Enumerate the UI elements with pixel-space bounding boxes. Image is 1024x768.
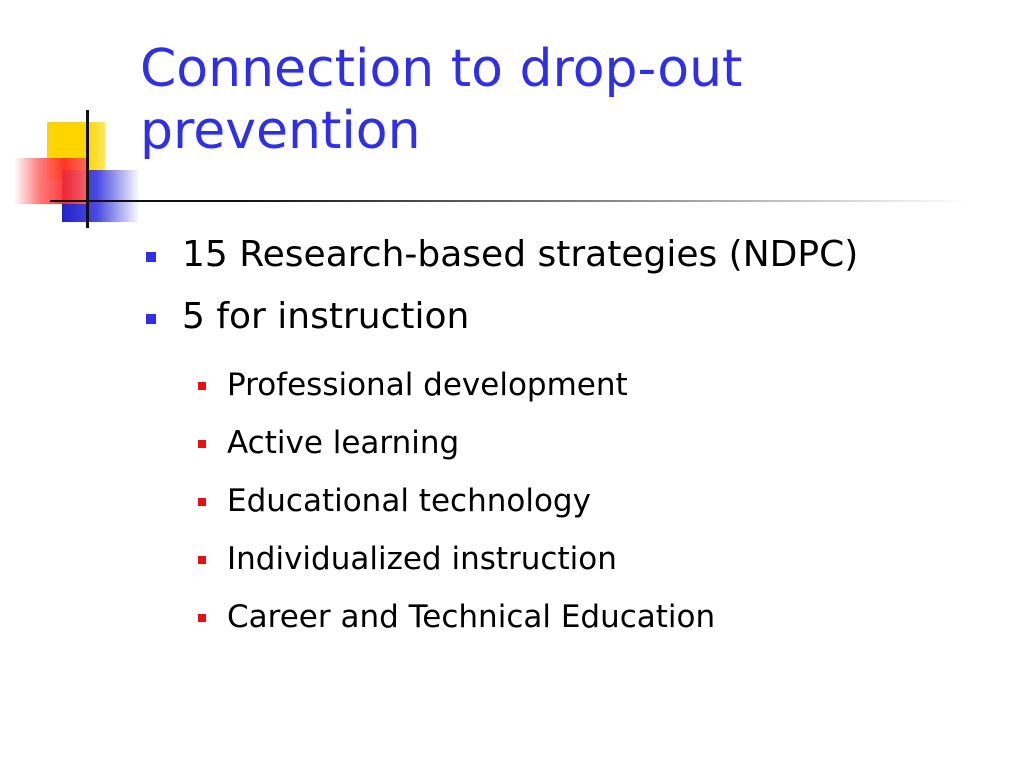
- sub-bullet-list: [146, 364, 1006, 654]
- sub-bullet-text: Individualized instruction: [227, 541, 617, 577]
- title-line-2: prevention: [140, 101, 421, 161]
- red-square-bullet-icon: [198, 556, 206, 564]
- blue-square-bullet-icon: [146, 314, 156, 324]
- sub-bullet-item-career-technical-education: [198, 596, 1006, 638]
- corner-logo-decoration: [0, 0, 150, 240]
- bullet-item-for-instruction: [146, 294, 1006, 340]
- vertical-rule-decoration: [86, 110, 89, 228]
- bullet-list: [146, 232, 1006, 356]
- red-square-bullet-icon: [198, 440, 206, 448]
- blue-square-bullet-icon: [146, 252, 156, 262]
- sub-bullet-item-individualized-instruction: [198, 538, 1006, 580]
- bullet-item-research-strategies: [146, 232, 1006, 278]
- bullet-text: 15 Research-based strategies (NDPC): [182, 234, 859, 275]
- slide-title: [140, 38, 1000, 162]
- red-square-bullet-icon: [198, 614, 206, 622]
- sub-bullet-text: Active learning: [227, 425, 460, 461]
- sub-bullet-text: Educational technology: [227, 483, 591, 519]
- sub-bullet-item-active-learning: [198, 422, 1006, 464]
- red-square-decoration: [14, 158, 86, 204]
- title-underline-rule: [50, 200, 970, 202]
- red-square-bullet-icon: [198, 382, 206, 390]
- sub-bullet-item-professional-development: [198, 364, 1006, 406]
- sub-bullet-text: Career and Technical Education: [227, 599, 716, 635]
- sub-bullet-item-educational-technology: [198, 480, 1006, 522]
- red-square-bullet-icon: [198, 498, 206, 506]
- bullet-text: 5 for instruction: [182, 296, 470, 337]
- title-line-1: Connection to drop-out: [140, 39, 743, 99]
- sub-bullet-text: Professional development: [227, 367, 628, 403]
